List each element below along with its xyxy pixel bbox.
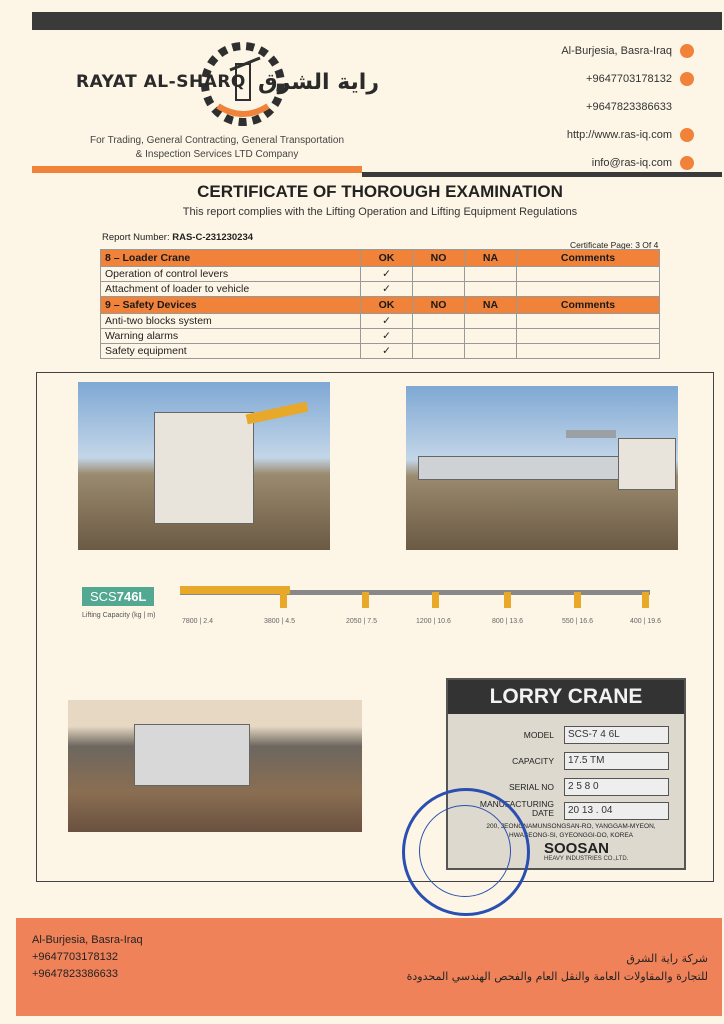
inspection-table <box>100 249 660 359</box>
contact-website[interactable]: http://www.ras-iq.com <box>567 128 694 142</box>
plate-model: SCS-7 4 6L <box>564 726 669 744</box>
plate-title: LORRY CRANE <box>448 680 684 714</box>
capacity-tick: 550 | 16.6 <box>562 618 594 625</box>
boom-base <box>180 586 290 594</box>
footer <box>16 918 722 1016</box>
table-section-header: 8 – Loader Crane OK NO NA Comments <box>101 250 660 267</box>
plate-brand-sub: HEAVY INDUSTRIES CO.,LTD. <box>544 856 629 862</box>
ok-check: ✓ <box>361 314 413 329</box>
capacity-tick: 2050 | 7.5 <box>346 618 378 625</box>
ok-check: ✓ <box>361 344 413 359</box>
divider-dark <box>362 172 722 177</box>
capacity-tick: 800 | 13.6 <box>492 618 524 625</box>
contact-address: Al-Burjesia, Basra-Iraq <box>561 44 694 58</box>
plate-address: 200, JEONGNAMUNSONGSAN-RO, YANGGAM-MYEON, HWASEONG-SI, GYEONGGI-DO, KOREA <box>486 823 656 839</box>
plate-mfg-date: 20 13 . 04 <box>564 802 669 820</box>
hook-icon <box>280 592 287 608</box>
truck-rear-photo <box>68 700 362 832</box>
divider-orange <box>32 166 362 173</box>
globe-icon <box>680 128 694 142</box>
capacity-tick: 7800 | 2.4 <box>182 618 214 625</box>
capacity-tick: 1200 | 10.6 <box>416 618 451 625</box>
lifting-capacity-caption: Lifting Capacity (kg | m) <box>82 612 156 619</box>
model-badge: SCS746L <box>82 587 154 606</box>
ok-check: ✓ <box>361 282 413 297</box>
hook-icon <box>574 592 581 608</box>
hook-icon <box>642 592 649 608</box>
top-bar <box>32 12 722 30</box>
table-row: Safety equipment ✓ <box>101 344 660 359</box>
plate-serial: 2 5 8 0 <box>564 778 669 796</box>
truck-front-photo <box>78 382 330 550</box>
location-pin-icon <box>680 44 694 58</box>
table-row: Attachment of loader to vehicle ✓ <box>101 282 660 297</box>
ok-check: ✓ <box>361 329 413 344</box>
contact-phone-1: +9647703178132 <box>586 72 694 86</box>
footer-contact: Al-Burjesia, Basra-Iraq +9647703178132 +9647823386633 <box>32 934 143 980</box>
lorry-crane-plate: LORRY CRANE MODEL SCS-7 4 6L CAPACITY 17.5 TM SERIAL NO 2 5 8 0 MANUFACTURING DATE 20 13 . 04 200, JEONGNAMUNSONGSAN-RO, YANGGAM-MYEON, HWASEONG-SI, GYEONGGI-DO, KOREA SOOSAN HEAVY INDUSTRIES CO.,LTD. <box>446 678 686 870</box>
capacity-tick: 3800 | 4.5 <box>264 618 296 625</box>
brand-name-en: RAYAT AL-SHARQ <box>76 72 246 92</box>
certificate-subtitle: This report complies with the Lifting Operation and Lifting Equipment Regulations <box>182 206 578 218</box>
ok-check: ✓ <box>361 267 413 282</box>
contact-phone-2: +9647823386633 <box>586 100 672 113</box>
hook-icon <box>362 592 369 608</box>
phone-icon <box>680 72 694 86</box>
hook-icon <box>504 592 511 608</box>
plate-capacity: 17.5 TM <box>564 752 669 770</box>
brand-name-ar: راية الشرق <box>258 70 380 95</box>
contact-email[interactable]: info@ras-iq.com <box>592 156 694 170</box>
table-row: Warning alarms ✓ <box>101 329 660 344</box>
truck-side-photo <box>406 386 678 550</box>
capacity-tick: 400 | 19.6 <box>630 618 662 625</box>
company-tagline: For Trading, General Contracting, General Transportation & Inspection Services LTD Company <box>89 135 345 160</box>
table-section-header: 9 – Safety Devices OK NO NA Comments <box>101 297 660 314</box>
report-number: Report Number: RAS-C-231230234 <box>102 232 254 243</box>
table-row: Anti-two blocks system ✓ <box>101 314 660 329</box>
footer-company-ar: شركة راية الشرق للتجارة والمقاولات العامة والنقل العام والفحص الهندسي المحدودة <box>406 952 708 983</box>
company-stamp <box>402 788 530 916</box>
table-row: Operation of control levers ✓ <box>101 267 660 282</box>
certificate-page: Certificate Page: 3 Of 4 <box>570 240 659 250</box>
certificate-title: CERTIFICATE OF THOROUGH EXAMINATION <box>197 182 563 201</box>
mail-icon <box>680 156 694 170</box>
plate-brand: SOOSAN <box>544 840 610 857</box>
hook-icon <box>432 592 439 608</box>
